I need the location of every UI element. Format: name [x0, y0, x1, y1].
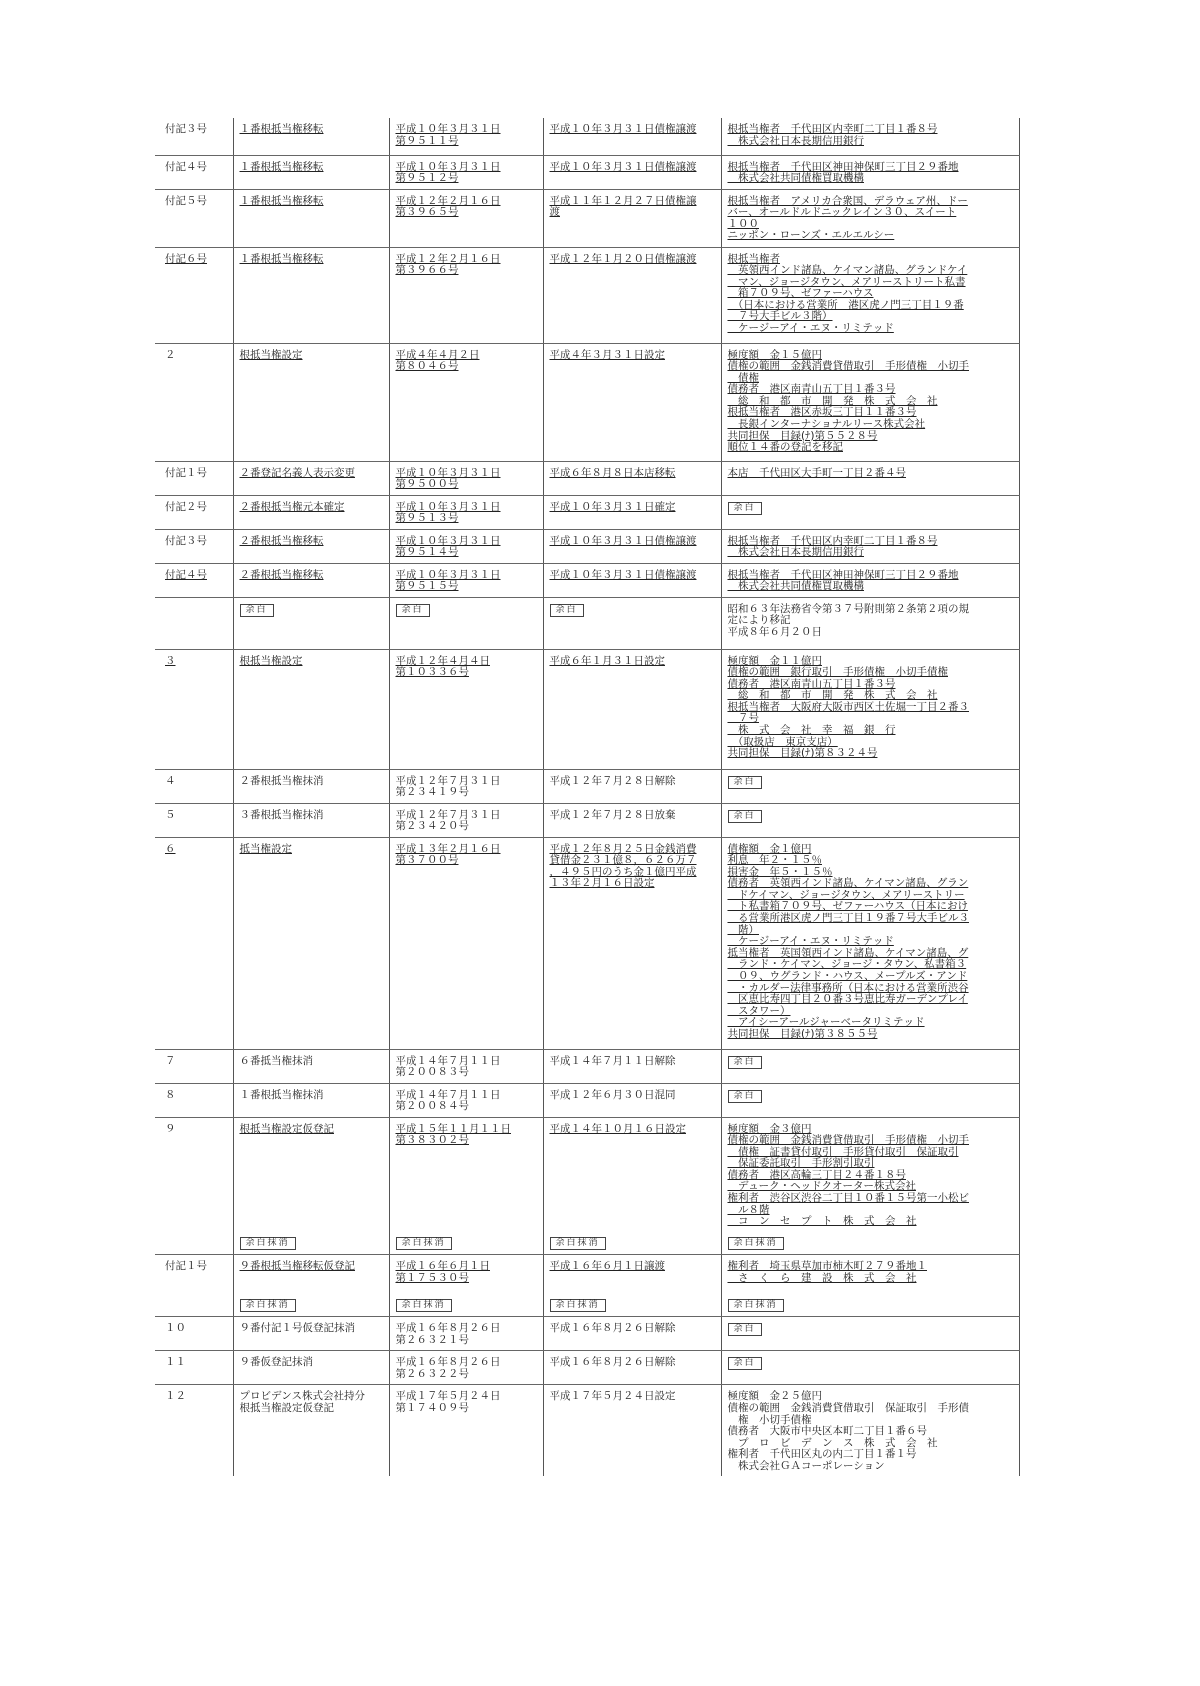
cell-cause	[543, 118, 721, 155]
cell-rank-number	[155, 247, 233, 343]
blank-stamp: 余白	[728, 502, 762, 515]
cell-cause	[543, 563, 721, 597]
cell-receipt-date-number	[389, 529, 543, 563]
cell-receipt-date-number	[389, 649, 543, 769]
cell-text: 平成１０年３月３１日債権譲渡	[549, 160, 697, 173]
cell-text: 根抵当権者 千代田区神田神保町三丁目２９番地 株式会社共同債権買取機構	[727, 160, 959, 185]
cell-rank-number	[155, 563, 233, 597]
cell-cause	[543, 247, 721, 343]
registry-row	[155, 1293, 1019, 1317]
cell-cause	[543, 529, 721, 563]
cell-text: 付記１号	[165, 1260, 207, 1273]
blank-stamp: 余白抹消	[550, 1237, 606, 1250]
cell-receipt-date-number	[389, 1231, 543, 1255]
cell-cause	[543, 1049, 721, 1083]
cell-rank-number	[155, 649, 233, 769]
cell-text: 平成１６年８月２６日解除	[549, 1356, 676, 1369]
cell-text: 根抵当権者 千代田区内幸町二丁目１番８号 株式会社日本長期信用銀行	[727, 123, 938, 147]
cell-receipt-date-number	[389, 1293, 543, 1317]
cell-text: 根抵当権者 千代田区神田神保町三丁目２９番地 株式会社共同債権買取機構	[727, 568, 959, 593]
cell-cause	[543, 343, 721, 461]
cell-cause	[543, 1083, 721, 1117]
cell-text: 平成１６年８月２６日 第２６３２１号	[395, 1322, 501, 1346]
cell-text: 平成１２年７月２８日解除	[549, 774, 676, 787]
blank-stamp: 余白抹消	[396, 1237, 452, 1250]
cell-rank-number	[155, 1231, 233, 1255]
cell-text: 権利者 埼玉県草加市柿木町２７９番地１ さ く ら 建 設 株 式 会 社	[727, 1260, 927, 1284]
cell-text: 付記４号	[165, 568, 207, 581]
cell-text: 平成１１年１２月２７日債権譲 渡	[549, 194, 697, 219]
cell-text: １番根抵当権抹消	[239, 1088, 324, 1101]
cell-text: １番根抵当権移転	[239, 160, 324, 173]
blank-stamp: 余白	[728, 1090, 762, 1103]
cell-text: 平成１２年６月３０日混同	[549, 1088, 676, 1101]
blank-stamp: 余白	[728, 1056, 762, 1069]
cell-text: 平成１４年１０月１６日設定	[549, 1122, 686, 1135]
cell-registration-purpose	[233, 563, 389, 597]
cell-rank-number	[155, 529, 233, 563]
cell-rights-holder-details	[721, 597, 1019, 649]
cell-receipt-date-number	[389, 769, 543, 803]
registry-row	[155, 1231, 1019, 1255]
registry-row	[155, 1385, 1019, 1476]
cell-cause	[543, 1351, 721, 1385]
cell-rank-number	[155, 1351, 233, 1385]
cell-text: 極度額 金１１億円 債権の範囲 銀行取引 手形債権 小切手債権 債務者 港区南青山五丁目１番３号 総 和 都 市 開 発 株 式 会 社 根抵当権者 大阪府大阪市西区土佐堀一丁目２番３ ７号 株 式 会 社 幸 福 銀 行 （取扱店 東京支店） 共同担保 目録(ﾅ)第８３２４号	[727, 654, 969, 760]
cell-text: 平成１６年６月１日 第１７５３０号	[395, 1260, 490, 1284]
registry-row	[155, 1255, 1019, 1293]
cell-text: ２番根抵当権移転	[239, 534, 324, 547]
cell-text: 平成１４年７月１１日 第２００８３号	[395, 1054, 501, 1079]
cell-text: １番根抵当権移転	[239, 194, 324, 207]
registry-row	[155, 118, 1019, 155]
cell-text: 抵当権設定	[239, 842, 292, 855]
cell-receipt-date-number	[389, 1385, 543, 1476]
cell-text: 根抵当権者 英領西インド諸島、ケイマン諸島、グランドケイ マン、ジョージタウン、メアリーストリート私書 箱７０９号、ゼファーハウス （日本における営業所 港区虎ノ門三丁目１９番 ７号大手ビル３階） ケージーアイ・エヌ・リミテッド	[727, 252, 968, 335]
cell-registration-purpose	[233, 1255, 389, 1293]
cell-registration-purpose	[233, 118, 389, 155]
cell-text: 根抵当権設定仮登記	[239, 1122, 334, 1135]
cell-text: 平成１２年１月２０日債権譲渡	[549, 252, 697, 265]
cell-registration-purpose	[233, 247, 389, 343]
blank-stamp: 余白抹消	[240, 1237, 296, 1250]
blank-stamp: 余白抹消	[728, 1237, 784, 1250]
cell-rank-number	[155, 1255, 233, 1293]
cell-rank-number	[155, 1117, 233, 1231]
cell-text: 平成１２年８月２５日金銭消費 貸借金２３１億８，６２６万７ ，４９５円のうち金１億円平成 １３年２月１６日設定	[549, 842, 697, 890]
cell-text: 平成１３年２月１６日 第３７００号	[395, 842, 501, 867]
cell-text: ２	[165, 348, 176, 361]
cell-rank-number	[155, 837, 233, 1049]
cell-text: 平成１２年４月４日 第１０３３６号	[395, 654, 490, 679]
cell-text: 付記２号	[165, 500, 207, 513]
blank-stamp: 余白	[728, 810, 762, 823]
registry-row	[155, 1351, 1019, 1385]
blank-stamp: 余白	[240, 604, 274, 617]
cell-rank-number	[155, 118, 233, 155]
cell-text: 平成１２年２月１６日 第３９６５号	[395, 194, 501, 219]
cell-rights-holder-details	[721, 803, 1019, 837]
cell-text: 昭和６３年法務省令第３７号附則第２条第２項の規 定により移記 平成８年６月２０日	[727, 602, 969, 638]
cell-rights-holder-details	[721, 189, 1019, 247]
cell-rank-number	[155, 1293, 233, 1317]
cell-registration-purpose	[233, 1049, 389, 1083]
cell-rights-holder-details	[721, 837, 1019, 1049]
cell-receipt-date-number	[389, 563, 543, 597]
registry-row	[155, 495, 1019, 529]
cell-rank-number	[155, 803, 233, 837]
cell-registration-purpose	[233, 1317, 389, 1351]
registry-table	[155, 118, 1020, 1476]
cell-registration-purpose	[233, 1083, 389, 1117]
cell-text: ７	[165, 1054, 176, 1067]
cell-registration-purpose	[233, 837, 389, 1049]
cell-text: 平成１０年３月３１日 第９５１２号	[395, 160, 501, 185]
cell-text: 根抵当権者 アメリカ合衆国、デラウェア州、ドー バー、オールドルドニックレイン３０、スイート １００ ニッポン・ローンズ・エルエルシー	[727, 194, 968, 242]
registry-row	[155, 803, 1019, 837]
blank-stamp: 余白抹消	[396, 1299, 452, 1312]
cell-text: ９番仮登記抹消	[239, 1356, 313, 1369]
cell-cause	[543, 1317, 721, 1351]
cell-text: 極度額 金３億円 債権の範囲 金銭消費貸借取引 手形債権 小切手 債権 証書貸付取引 手形貸付取引 保証取引 保証委託取引 手形割引取引 債務者 港区高輪三丁目２４番１８号 デューク・ヘッドクオーター株式会社 権利者 渋谷区渋谷二丁目１０番１５号第一小松ビ ル８階 コ ン セ プ ト 株 式 会 社	[727, 1122, 969, 1228]
cell-text: ３	[165, 654, 176, 667]
cell-text: 付記６号	[165, 252, 207, 265]
registry-row	[155, 189, 1019, 247]
cell-text: 平成１４年７月１１日 第２００８４号	[395, 1088, 501, 1113]
cell-rank-number	[155, 461, 233, 495]
cell-text: 平成１６年８月２６日解除	[549, 1322, 676, 1335]
cell-text: ５	[165, 808, 176, 821]
cell-cause	[543, 769, 721, 803]
cell-receipt-date-number	[389, 1083, 543, 1117]
cell-receipt-date-number	[389, 189, 543, 247]
cell-rights-holder-details	[721, 529, 1019, 563]
cell-text: 平成１０年３月３１日 第９５１４号	[395, 534, 501, 559]
cell-receipt-date-number	[389, 803, 543, 837]
cell-rights-holder-details	[721, 155, 1019, 189]
cell-registration-purpose	[233, 343, 389, 461]
cell-text: 平成１０年３月３１日 第９５００号	[395, 466, 501, 491]
cell-text: 根抵当権設定	[239, 654, 303, 667]
cell-text: 平成１７年５月２４日 第１７４０９号	[395, 1390, 501, 1414]
cell-text: 平成１０年３月３１日 第９５１１号	[395, 123, 501, 147]
cell-rights-holder-details	[721, 461, 1019, 495]
registry-row	[155, 155, 1019, 189]
cell-text: 平成１０年３月３１日債権譲渡	[549, 568, 697, 581]
cell-text: 平成１０年３月３１日確定	[549, 500, 676, 513]
cell-text: ６	[165, 842, 176, 855]
registry-row	[155, 461, 1019, 495]
cell-text: 極度額 金１５億円 債権の範囲 金銭消費貸借取引 手形債権 小切手 債権 債務者 港区南青山五丁目１番３号 総 和 都 市 開 発 株 式 会 社 根抵当権者 港区赤坂三丁目１１番３号 長銀インターナショナルリース株式会社 共同担保 目録(ﾅ)第５５２８号 順位１４番の登記を移記	[727, 348, 969, 454]
cell-registration-purpose	[233, 597, 389, 649]
cell-text: ８	[165, 1088, 176, 1101]
cell-text: ３番根抵当権抹消	[239, 808, 324, 821]
blank-stamp: 余白抹消	[728, 1299, 784, 1312]
cell-receipt-date-number	[389, 1117, 543, 1231]
cell-receipt-date-number	[389, 461, 543, 495]
cell-rank-number	[155, 343, 233, 461]
cell-text: 平成４年３月３１日設定	[549, 348, 665, 361]
cell-rights-holder-details	[721, 118, 1019, 155]
cell-text: ９番付記１号仮登記抹消	[239, 1322, 355, 1335]
cell-rights-holder-details	[721, 1083, 1019, 1117]
cell-registration-purpose	[233, 495, 389, 529]
cell-receipt-date-number	[389, 1351, 543, 1385]
cell-cause	[543, 1385, 721, 1476]
blank-stamp: 余白	[550, 604, 584, 617]
cell-text: 平成１４年７月１１日解除	[549, 1054, 676, 1067]
cell-text: 付記１号	[165, 466, 207, 479]
blank-stamp: 余白	[728, 776, 762, 789]
cell-text: 平成１０年３月３１日債権譲渡	[549, 534, 697, 547]
cell-text: 平成１６年６月１日譲渡	[549, 1260, 665, 1273]
registry-row	[155, 1083, 1019, 1117]
cell-text: 平成１２年７月３１日 第２３４１９号	[395, 774, 501, 799]
cell-cause	[543, 189, 721, 247]
cell-receipt-date-number	[389, 1255, 543, 1293]
cell-registration-purpose	[233, 1117, 389, 1231]
cell-registration-purpose	[233, 1293, 389, 1317]
cell-text: １番根抵当権移転	[239, 123, 324, 135]
cell-rights-holder-details	[721, 1117, 1019, 1231]
cell-rank-number	[155, 1385, 233, 1476]
cell-receipt-date-number	[389, 1049, 543, 1083]
registry-row	[155, 1049, 1019, 1083]
cell-cause	[543, 495, 721, 529]
cell-registration-purpose	[233, 529, 389, 563]
cell-registration-purpose	[233, 155, 389, 189]
cell-registration-purpose	[233, 1231, 389, 1255]
registry-row	[155, 247, 1019, 343]
cell-receipt-date-number	[389, 155, 543, 189]
cell-rank-number	[155, 597, 233, 649]
cell-text: １番根抵当権移転	[239, 252, 324, 265]
cell-cause	[543, 837, 721, 1049]
cell-rights-holder-details	[721, 563, 1019, 597]
cell-rights-holder-details	[721, 1255, 1019, 1293]
cell-text: 付記３号	[165, 534, 207, 547]
cell-text: 根抵当権者 千代田区内幸町二丁目１番８号 株式会社日本長期信用銀行	[727, 534, 938, 559]
cell-rank-number	[155, 1083, 233, 1117]
cell-receipt-date-number	[389, 597, 543, 649]
blank-stamp: 余白	[728, 1357, 762, 1370]
cell-rank-number	[155, 495, 233, 529]
cell-receipt-date-number	[389, 118, 543, 155]
cell-rights-holder-details	[721, 649, 1019, 769]
cell-text: 平成１０年３月３１日 第９５１５号	[395, 568, 501, 593]
cell-rank-number	[155, 1317, 233, 1351]
cell-rights-holder-details	[721, 769, 1019, 803]
cell-text: プロビデンス株式会社持分 根抵当権設定仮登記	[239, 1390, 365, 1414]
registry-row	[155, 649, 1019, 769]
cell-rights-holder-details	[721, 1049, 1019, 1083]
cell-text: 平成１２年２月１６日 第３９６６号	[395, 252, 501, 277]
cell-receipt-date-number	[389, 247, 543, 343]
registry-row	[155, 343, 1019, 461]
cell-cause	[543, 1231, 721, 1255]
registry-row	[155, 1117, 1019, 1231]
cell-receipt-date-number	[389, 343, 543, 461]
registry-body	[155, 118, 1019, 1476]
blank-stamp: 余白抹消	[550, 1299, 606, 1312]
cell-text: 平成６年１月３１日設定	[549, 654, 665, 667]
cell-registration-purpose	[233, 649, 389, 769]
cell-text: 付記３号	[165, 123, 207, 135]
cell-cause	[543, 461, 721, 495]
cell-text: 平成６年８月８日本店移転	[549, 466, 676, 479]
cell-rights-holder-details	[721, 247, 1019, 343]
cell-cause	[543, 1293, 721, 1317]
registry-row	[155, 837, 1019, 1049]
cell-receipt-date-number	[389, 495, 543, 529]
cell-text: １１	[165, 1356, 186, 1369]
cell-rights-holder-details	[721, 1351, 1019, 1385]
cell-text: ２番根抵当権元本確定	[239, 500, 345, 513]
cell-rank-number	[155, 155, 233, 189]
cell-registration-purpose	[233, 1351, 389, 1385]
cell-text: 平成１６年８月２６日 第２６３２２号	[395, 1356, 501, 1380]
registry-row	[155, 563, 1019, 597]
cell-text: 極度額 金２５億円 債権の範囲 金銭消費貸借取引 保証取引 手形債 権 小切手債権 債務者 大阪市中央区本町二丁目１番６号 プ ロ ビ デ ン ス 株 式 会 社 権利者 千代田区丸の内二丁目１番１号 株式会社ＧＡコーポレーション	[727, 1390, 969, 1472]
cell-rights-holder-details	[721, 1385, 1019, 1476]
cell-text: ９	[165, 1122, 176, 1135]
cell-rank-number	[155, 189, 233, 247]
cell-cause	[543, 1255, 721, 1293]
cell-rights-holder-details	[721, 343, 1019, 461]
cell-cause	[543, 1117, 721, 1231]
cell-rights-holder-details	[721, 1231, 1019, 1255]
cell-text: １２	[165, 1390, 186, 1403]
registry-row	[155, 597, 1019, 649]
cell-text: ２番根抵当権移転	[239, 568, 324, 581]
cell-text: 平成１０年３月３１日債権譲渡	[549, 123, 697, 135]
cell-cause	[543, 649, 721, 769]
cell-registration-purpose	[233, 189, 389, 247]
cell-text: 本店 千代田区大手町一丁目２番４号	[727, 466, 906, 479]
cell-cause	[543, 155, 721, 189]
cell-rank-number	[155, 769, 233, 803]
blank-stamp: 余白抹消	[240, 1299, 296, 1312]
cell-text: 債権額 金１億円 利息 年２・１５％ 損害金 年５・１５％ 債務者 英領西インド諸島、ケイマン諸島、グラン ドケイマン、ジョージタウン、メアリーストリー ト私書箱７０９号、ゼファーハウス（日本におけ る営業所港区虎ノ門三丁目１９番７号大手ビル３ 階） ケージーアイ・エヌ・リミテッド 抵当権者 英国領西インド諸島、ケイマン諸島、グ ランド・ケイマン、ジョージ・タウン、私書箱３ ０９、ウグランド・ハウス、メープルズ・アンド ・カルダー法律事務所（日本における営業所渋谷 区恵比寿四丁目２０番３号恵比寿ガーデンプレイ スタワー） アイシーアールジャーベータリミテッド 共同担保 目録(ﾅ)第３８５５号	[727, 842, 969, 1040]
cell-registration-purpose	[233, 461, 389, 495]
cell-text: 平成１７年５月２４日設定	[549, 1390, 676, 1403]
cell-rank-number	[155, 1049, 233, 1083]
cell-receipt-date-number	[389, 1317, 543, 1351]
cell-text: 付記４号	[165, 160, 207, 173]
cell-registration-purpose	[233, 803, 389, 837]
cell-text: ９番根抵当権移転仮登記	[239, 1260, 355, 1273]
cell-rights-holder-details	[721, 1293, 1019, 1317]
cell-registration-purpose	[233, 1385, 389, 1476]
cell-rights-holder-details	[721, 495, 1019, 529]
cell-text: 平成１５年１１月１１日 第３８３０２号	[395, 1122, 511, 1147]
cell-text: ２番根抵当権抹消	[239, 774, 324, 787]
registry-row	[155, 769, 1019, 803]
cell-registration-purpose	[233, 769, 389, 803]
cell-receipt-date-number	[389, 837, 543, 1049]
cell-text: 平成１２年７月３１日 第２３４２０号	[395, 808, 501, 833]
cell-text: 平成１２年７月２８日放棄	[549, 808, 676, 821]
cell-text: １０	[165, 1322, 186, 1335]
cell-text: 付記５号	[165, 194, 207, 207]
blank-stamp: 余白	[728, 1323, 762, 1336]
blank-stamp: 余白	[396, 604, 430, 617]
cell-text: 平成４年４月２日 第８０４６号	[395, 348, 480, 373]
cell-text: 平成１０年３月３１日 第９５１３号	[395, 500, 501, 525]
registry-row	[155, 1317, 1019, 1351]
cell-text: ２番登記名義人表示変更	[239, 466, 355, 479]
cell-text: 根抵当権設定	[239, 348, 303, 361]
registry-row	[155, 529, 1019, 563]
cell-text: ４	[165, 774, 176, 787]
cell-rights-holder-details	[721, 1317, 1019, 1351]
cell-cause	[543, 597, 721, 649]
cell-cause	[543, 803, 721, 837]
cell-text: ６番抵当権抹消	[239, 1054, 313, 1067]
